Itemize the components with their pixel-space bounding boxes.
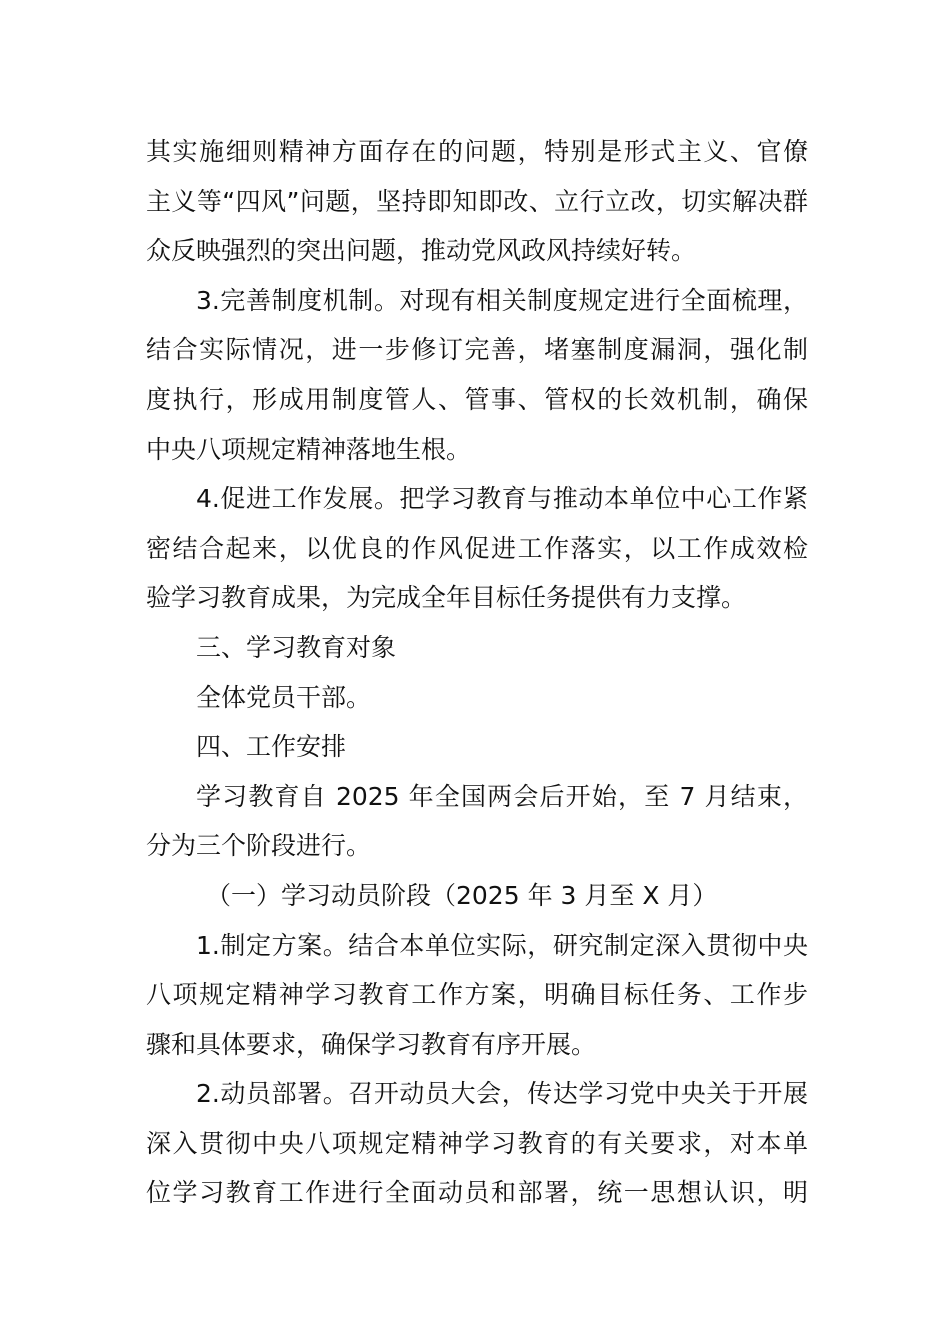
text-line-6: 度执行，形成用制度管人、管事、管权的长效机制，确保 xyxy=(146,384,808,414)
section-heading-3: 三、学习教育对象 xyxy=(196,632,397,662)
text-line-12: 全体党员干部。 xyxy=(196,682,372,712)
text-line-19: 骤和具体要求，确保学习教育有序开展。 xyxy=(146,1029,597,1059)
text-line-10: 验学习教育成果，为完成全年目标任务提供有力支撑。 xyxy=(146,583,747,613)
text-line-15: 分为三个阶段进行。 xyxy=(146,831,372,861)
text-line-20: 2.动员部署。召开动员大会，传达学习党中央关于开展 xyxy=(196,1079,808,1109)
text-line-7: 中央八项规定精神落地生根。 xyxy=(146,434,472,464)
subsection-heading-1: （一）学习动员阶段（2025 年 3 月至 X 月） xyxy=(206,880,718,910)
text-line-14: 学习教育自 2025 年全国两会后开始，至 7 月结束， xyxy=(196,781,808,811)
text-line-9: 密结合起来，以优良的作风促进工作落实，以工作成效检 xyxy=(146,533,808,563)
text-line-4: 3.完善制度机制。对现有相关制度规定进行全面梳理， xyxy=(196,285,808,315)
text-line-2: 主义等“四风”问题，坚持即知即改、立行立改，切实解决群 xyxy=(146,186,808,216)
section-heading-4: 四、工作安排 xyxy=(196,732,347,762)
text-line-18: 八项规定精神学习教育工作方案，明确目标任务、工作步 xyxy=(146,980,808,1010)
text-line-21: 深入贯彻中央八项规定精神学习教育的有关要求，对本单 xyxy=(146,1128,808,1158)
document-body xyxy=(146,127,808,1218)
text-line-8: 4.促进工作发展。把学习教育与推动本单位中心工作紧 xyxy=(196,484,808,514)
text-line-1: 其实施细则精神方面存在的问题，特别是形式主义、官僚 xyxy=(146,137,808,166)
text-line-22: 位学习教育工作进行全面动员和部署，统一思想认识，明 xyxy=(146,1178,808,1208)
text-line-17: 1.制定方案。结合本单位实际，研究制定深入贯彻中央 xyxy=(196,930,808,960)
text-line-3: 众反映强烈的突出问题，推动党风政风持续好转。 xyxy=(146,236,697,266)
text-line-5: 结合实际情况，进一步修订完善，堵塞制度漏洞，强化制 xyxy=(146,335,808,365)
